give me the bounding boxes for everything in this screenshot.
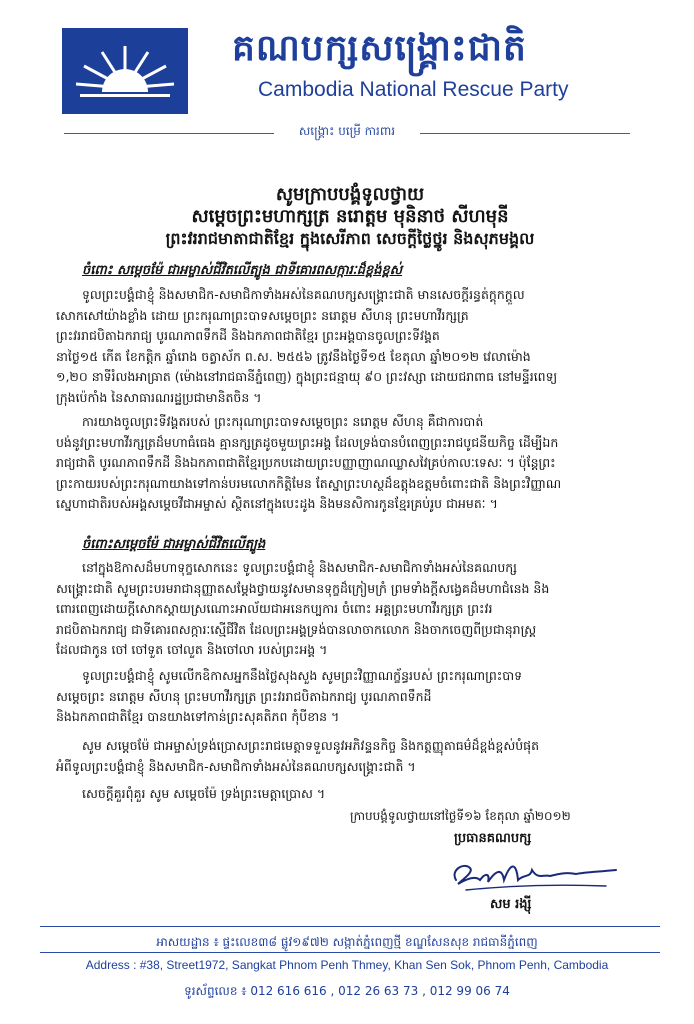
footer-rule-top [40, 926, 660, 927]
paragraph-line: ១,២០ នាទីរំលងអាធ្រាត (ម៉ោងនៅរាជធានីភ្នំពេញ) ក្នុងព្រះជន្មាយុ ៩០ ព្រះវស្សា ដោយជរាពាធ នៅមន្ទីរពេទ្យ [56, 369, 558, 384]
party-name-khmer: គណបក្សសង្គ្រោះជាតិ [232, 28, 527, 69]
rising-sun-logo [62, 28, 188, 114]
paragraph-line: ការយាងចូលព្រះទីវង្គតរបស់ ព្រះករុណាព្រះបាទសម្តេចព្រះ នរោត្តម សីហនុ គឺជាការបាត់ [82, 414, 484, 429]
signatory-name: សម រង្ស៊ី [490, 897, 532, 912]
paragraph-line: ក្រុងប៉េកាំង នៃសាធារណរដ្ឋប្រជាមានិតចិន ។ [56, 389, 262, 405]
party-name-english: Cambodia National Rescue Party [258, 78, 569, 101]
closing-date: ក្រាបបង្គំទូលថ្វាយនៅថ្ងៃទី១៦ ខែតុលា ឆ្នាំ២០១២ [350, 809, 571, 823]
paragraph-5 [56, 736, 644, 777]
handwritten-signature [446, 850, 626, 894]
paragraph-line: សម្តេចព្រះ នរោត្តម សីហនុ ព្រះមហាវីរក្សត្រ ព្រះវររាជបិតាឯករាជ្យ បូរណភាពទឹកដី [56, 688, 432, 704]
paragraph-line: សូម សម្តេចម៉ែ ជាអម្ចាស់ទ្រង់ប្រោសព្រះរាជមេត្តាទទួលនូវអភិវន្ទនកិច្ច និងកត្តញ្ញុតាធម៌ដ៏ខ្ពង់ខ្ពស់បំផុត [82, 738, 540, 753]
paragraph-line: ព្រះវររាជបិតាឯករាជ្យ បូរណភាពទឹកដី និងឯកភាពជាតិខ្មែរ ព្រះអង្គបានចូលព្រះទីវង្គត [56, 328, 440, 343]
title-line-1: សូមក្រាបបង្គំទូលថ្វាយ [275, 184, 425, 205]
paragraph-6 [56, 784, 644, 805]
paragraph-line: អំពីទូលព្រះបង្គំជាខ្ញុំ និងសមាជិក-សមាជិកាទាំងអស់នៃគណបក្សសង្គ្រោះជាតិ ។ [56, 758, 416, 774]
footer-phone: ទូរស័ព្ទលេខ ៖ 012 616 616 , 012 26 63 73 , 012 99 06 74 [184, 984, 510, 998]
paragraph-line: នៅក្នុងឱកាសដ៏មហាទុក្ខសោកនេះ ទូលព្រះបង្គំជាខ្ញុំ និងសមាជិក-សមាជិកាទាំងអស់នៃគណបក្ស [82, 560, 517, 575]
paragraph-line: ដែលជាកូន ចៅ ចៅទួត ចៅលួត និងចៅលា របស់ព្រះអង្គ ។ [56, 642, 328, 657]
paragraph-line: សេចក្តីគួរពុំគួរ សូម សម្តេចម៉ែ ទ្រង់ព្រះមេត្តាប្រោស ។ [82, 786, 326, 801]
party-motto: សង្គ្រោះ បម្រើ ការពារ [298, 124, 396, 138]
paragraph-line: បង់នូវព្រះមហាវីរក្សត្រដ៏មហាធំធេង គ្មានក្សត្រដូចមួយព្រះអង្គ ដែលទ្រង់បានបំពេញព្រះរាជបូជនីយកិច្ច ដើម្បីឯក [56, 434, 559, 450]
paragraph-2 [56, 412, 644, 515]
paragraph-line: និងឯកភាពជាតិខ្មែរ បានយាងទៅកាន់ព្រះសុគតិភព កុំបីខាន ។ [56, 709, 340, 724]
footer-address-khmer: អាសយដ្ឋាន ៖ ផ្ទះលេខ៣៨ ផ្លូវ១៩៧២ សង្កាត់ភ្នំពេញថ្មី ខណ្ឌសែនសុខ រាជធានីភ្នំពេញ [156, 935, 538, 949]
section-heading-1: ចំពោះ សម្តេចម៉ែ ជាអម្ចាស់ជីវិតលើត្បូង ជាទីគោរពសក្ការៈដ៏ខ្ពង់ខ្ពស់ [82, 263, 403, 278]
paragraph-line: នាថ្ងៃ១៥ កើត ខែកត្តិក ឆ្នាំរោង ចត្វាស័ក ព.ស. ២៥៥៦ ត្រូវនឹងថ្ងៃទី១៥ ខែតុលា ឆ្នាំ២០១២ វេលាម៉ោង [56, 348, 531, 364]
paragraph-line: ព្រះកាយរបស់ព្រះករុណាយាងទៅកាន់បរមលោកកិត្តិមែន តែស្នាព្រះហស្ថដ៏ឧត្តុងឧត្តមចំពោះជាតិ និងព្រះវិញ្ញាណ [56, 475, 562, 491]
paragraph-line: រាជបិតាឯករាជ្យ ជាទីគោរពសក្ការៈស្មើជីវិត ដែលព្រះអង្គទ្រង់បានលាចាកលោក និងចាកចេញពីប្រជានុរាស្ត្រ [56, 621, 537, 637]
paragraph-line: ពោរពេញដោយក្តីសោកស្តាយស្រណោះអាល័យជាអនេកប្បការ ចំពោះ អគ្គព្រះមហាវីរក្សត្រ ព្រះវរ [56, 601, 493, 616]
party-logo [62, 28, 188, 114]
title-line-3: ព្រះវររាជមាតាជាតិខ្មែរ ក្នុងសេរីភាព សេចក្តីថ្លៃថ្នូរ និងសុភមង្គល [165, 229, 535, 248]
footer-rule-middle [40, 952, 660, 953]
paragraph-3 [56, 558, 644, 661]
paragraph-line: សោកសៅយ៉ាងខ្លាំង ដោយ ព្រះករុណាព្រះបាទសម្តេចព្រះ នរោត្តម សីហនុ ព្រះមហាវីរក្សត្រ [56, 307, 469, 323]
paragraph-line: រាជ្យជាតិ បូរណភាពទឹកដី និងឯកភាពជាតិខ្មែរប្រកបដោយព្រះបញ្ញាញាណឈ្លាសវៃគ្រប់កាលៈទេសៈ ។ ប៉ុន្តែព្រះ [56, 455, 556, 470]
paragraph-4 [56, 666, 644, 728]
signatory-title: ប្រធានគណបក្ស [454, 831, 532, 846]
paragraph-1 [56, 285, 644, 408]
paragraph-line: ទូលព្រះបង្គំជាខ្ញុំ និងសមាជិក-សមាជិកាទាំងអស់នៃគណបក្សសង្គ្រោះជាតិ មានសេចក្តីរន្ធត់ក្តុកក្តួល [82, 287, 525, 302]
paragraph-line: ស្នេហាជាតិរបស់អង្គសម្តេចវីជាអម្ចាស់ ស្ថិតនៅក្នុងបេះដូង និងមនសិការកូនខ្មែរគ្រប់រូប ជាអមតៈ ។ [56, 496, 498, 511]
paragraph-line: ទូលព្រះបង្គំជាខ្ញុំ សូមលើកឧិកាសអ្នកនឹងថ្លៃសុងសួង សូមព្រះវិញ្ញាណក្ខ័ន្ធរបស់ ព្រះករុណាព្រះបាទ [82, 668, 523, 683]
title-line-2: សម្តេចព្រះមហាក្សត្រ នរោត្តម មុនិនាថ សីហមុនី [191, 206, 509, 227]
paragraph-line: សង្គ្រោះជាតិ សូមព្រះបរមរាជានុញ្ញាតសម្តែងថ្វាយនូវសមានទុក្ខដ៏ក្រៀមក្រំ ព្រមទាំងក្តីសង្វេគដ៏មហាជំនេង និង [56, 580, 550, 596]
footer-address-english: Address : #38, Street1972, Sangkat Phnom Penh Thmey, Khan Sen Sok, Phnom Penh, Cambodia [85, 958, 609, 972]
section-heading-2: ចំពោះសម្តេចម៉ែ ជាអម្ចាស់ជីវិតលើត្បូង [82, 537, 266, 552]
